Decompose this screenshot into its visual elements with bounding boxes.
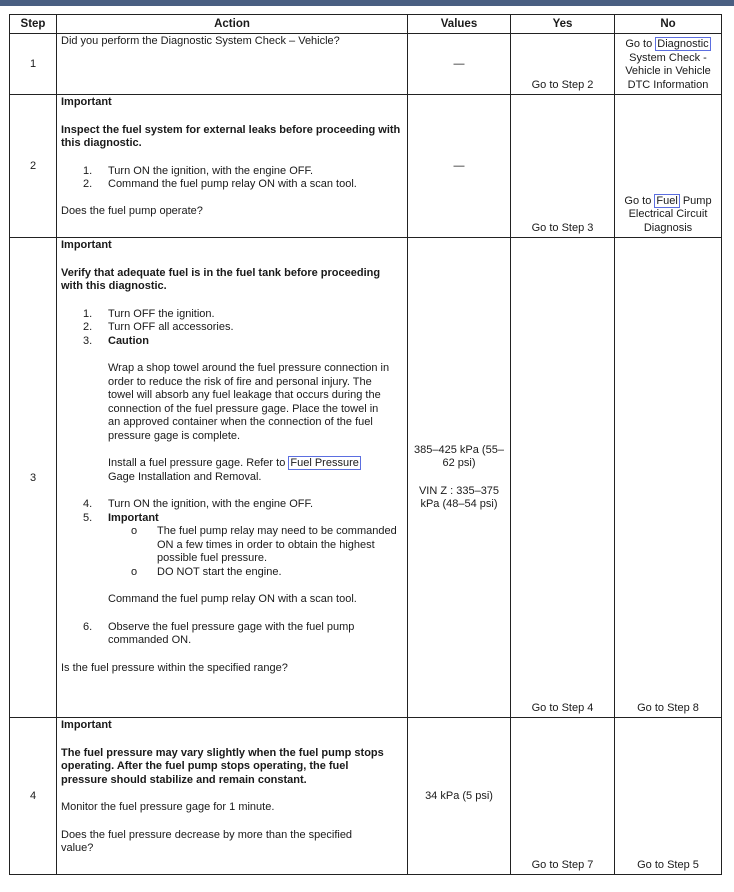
step-list	[83, 165, 404, 192]
step-list	[83, 621, 404, 648]
fuel-link[interactable]: Fuel	[656, 194, 678, 207]
no-action[interactable]: Go to Step 5	[637, 858, 699, 871]
bullet-list	[131, 525, 404, 579]
action-cell	[57, 34, 408, 95]
header-action: Action	[57, 15, 408, 34]
no-cell	[615, 34, 722, 95]
table-row-step-2	[10, 95, 722, 238]
list-item: 1. Turn OFF the ignition.	[83, 307, 215, 320]
bullet-item: o DO NOT start the engine.	[131, 565, 282, 578]
monitor-instruction: Monitor the fuel pressure gage for 1 minute.	[61, 801, 275, 813]
header-no: No	[615, 15, 722, 34]
step-question: Does the fuel pump operate?	[61, 204, 203, 217]
important-heading: Important	[61, 239, 112, 251]
no-text: Pump Electrical Circuit Diagnosis	[628, 194, 712, 234]
no-text: Go to	[625, 38, 656, 50]
header-yes: Yes	[511, 15, 615, 34]
yes-cell	[511, 238, 615, 718]
table-row-step-4	[10, 718, 722, 875]
value-cell: 34 kPa (5 psi)	[408, 718, 511, 875]
diagnostic-table	[9, 14, 722, 875]
important-note: Inspect the fuel system for external leaks before proceeding with this diagnostic.	[61, 123, 401, 149]
table-row-step-3	[10, 238, 722, 718]
table-header-row	[10, 15, 722, 34]
yes-action[interactable]: Go to Step 4	[531, 701, 594, 714]
yes-cell	[511, 718, 615, 875]
step-list	[83, 498, 404, 525]
header-values: Values	[408, 15, 511, 34]
yes-cell	[511, 95, 615, 238]
important-heading: Important	[61, 719, 112, 731]
fuel-pressure-link[interactable]: Fuel Pressure	[290, 457, 359, 469]
step-number: 3	[10, 238, 57, 718]
no-action[interactable]: Go to Step 8	[637, 701, 699, 714]
no-cell	[615, 718, 722, 875]
yes-action[interactable]: Go to Step 3	[531, 221, 594, 234]
list-item: 3. Caution	[83, 334, 149, 347]
value-cell: —	[408, 34, 511, 95]
list-item: 5. Important	[83, 511, 159, 524]
important-note: The fuel pressure may vary slightly when the fuel pump stops operating. After the fuel pump stops operating, the fuel pressure should stabilize and remain constant.	[61, 746, 384, 786]
yes-action[interactable]: Go to Step 7	[531, 858, 594, 871]
step-number: 1	[10, 34, 57, 95]
header-step: Step	[10, 15, 57, 34]
list-item: 4. Turn ON the ignition, with the engine OFF.	[83, 498, 314, 510]
no-text: Go to	[624, 194, 655, 207]
diagnostic-link[interactable]: Diagnostic	[657, 38, 709, 50]
step-question: Did you perform the Diagnostic System Check – Vehicle?	[61, 35, 340, 47]
action-cell	[57, 718, 408, 875]
list-item: 6. Observe the fuel pressure gage with the fuel pump commanded ON.	[83, 620, 355, 646]
important-heading: Important	[61, 96, 112, 108]
important-note: Verify that adequate fuel is in the fuel tank before proceeding with this diagnostic.	[61, 266, 381, 292]
caution-text: Wrap a shop towel around the fuel pressure connection in order to reduce the risk of fire and personal injury. The towel will absorb any fuel leakage that occurs during the connection of the fuel pressure gage. Place the towel in an approved container when the connection of the fuel pressure gage is complete.	[108, 362, 390, 442]
command-instruction: Command the fuel pump relay ON with a scan tool.	[108, 593, 357, 605]
no-cell	[615, 95, 722, 238]
action-cell	[57, 238, 408, 718]
value-cell	[408, 238, 511, 718]
yes-cell	[511, 34, 615, 95]
bullet-item: o The fuel pump relay may need to be commanded ON a few times in order to obtain the highest possible fuel pressure.	[131, 525, 397, 564]
yes-action[interactable]: Go to Step 2	[531, 78, 594, 91]
value-cell: —	[408, 95, 511, 238]
header-bar	[0, 0, 734, 6]
install-instruction: Install a fuel pressure gage. Refer to Fuel Pressure Gage Installation and Removal.	[108, 457, 359, 483]
step-question: Does the fuel pressure decrease by more than the specified value?	[61, 828, 353, 854]
no-cell	[615, 238, 722, 718]
spec-value: 385–425 kPa (55–62 psi)	[414, 443, 504, 469]
list-item: 1. Turn ON the ignition, with the engine OFF.	[83, 164, 314, 177]
step-list	[83, 308, 404, 349]
spec-value-vin-z: VIN Z : 335–375 kPa (48–54 psi)	[418, 484, 500, 510]
table-row-step-1	[10, 34, 722, 95]
action-cell	[57, 95, 408, 238]
step-question: Is the fuel pressure within the specified range?	[61, 661, 288, 674]
no-text: System Check - Vehicle in Vehicle DTC Information	[625, 51, 711, 91]
step-number: 4	[10, 718, 57, 875]
step-number: 2	[10, 95, 57, 238]
list-item: 2. Command the fuel pump relay ON with a scan tool.	[83, 178, 357, 190]
list-item: 2. Turn OFF all accessories.	[83, 321, 234, 333]
